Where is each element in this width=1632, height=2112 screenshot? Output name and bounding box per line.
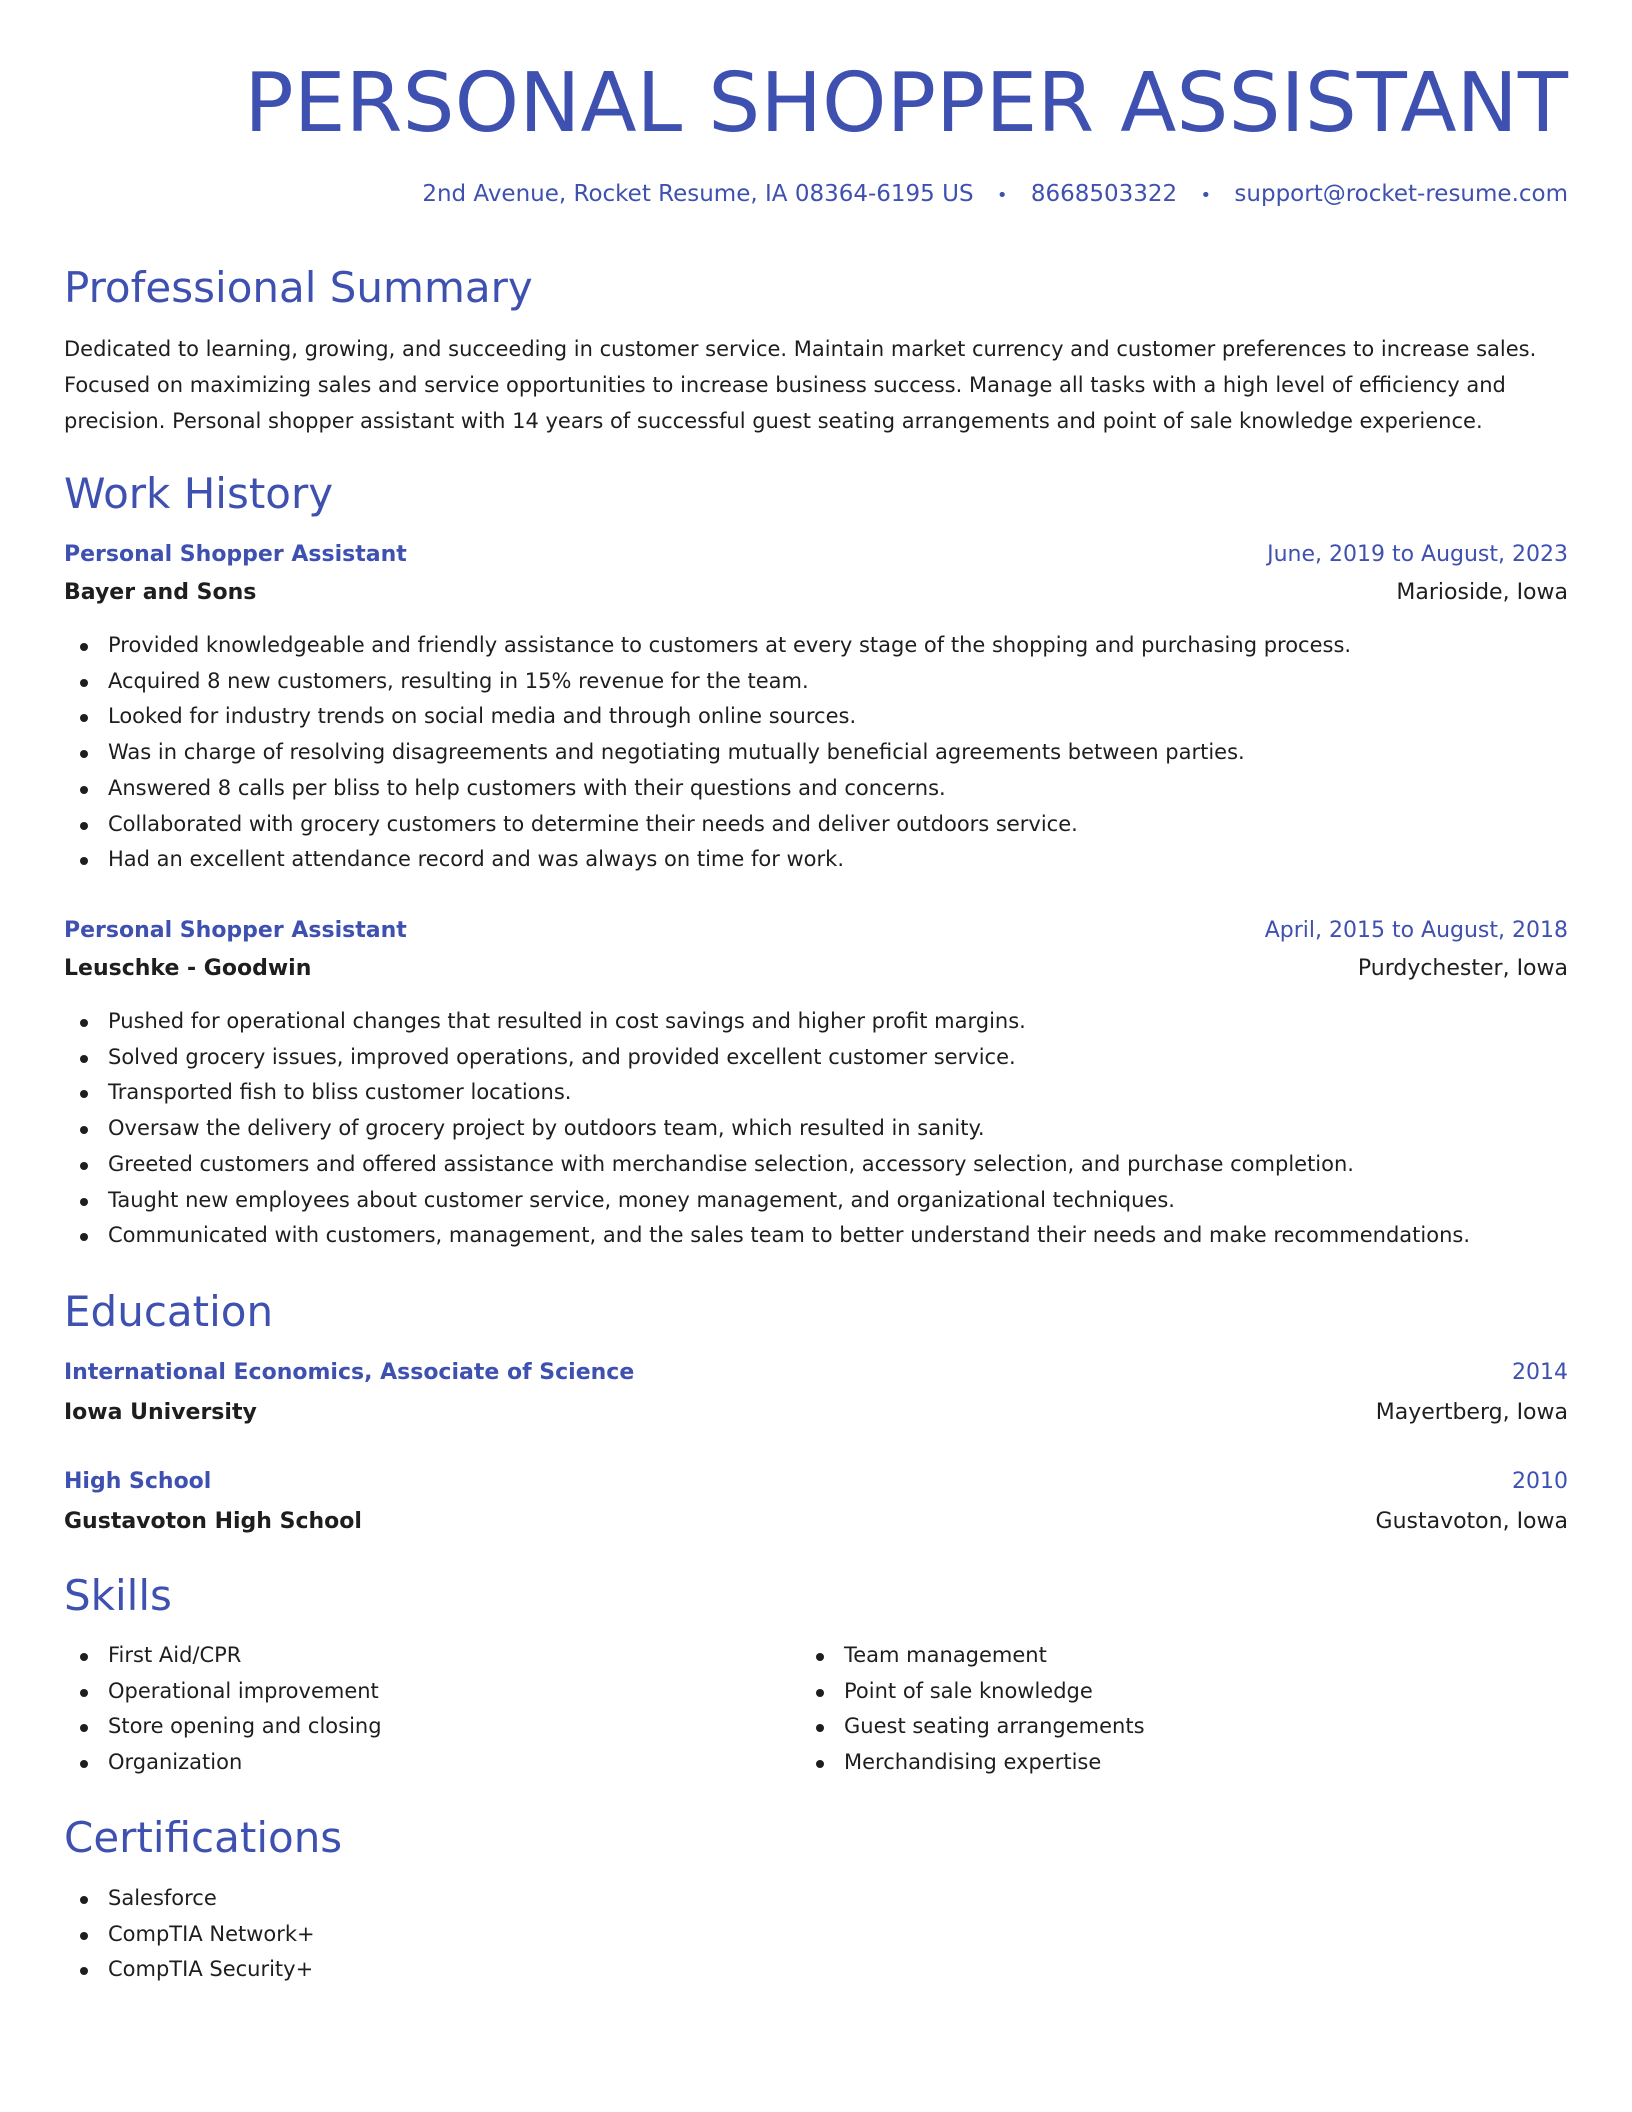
certifications-bullet-list <box>64 1881 1568 1988</box>
list-item: Provided knowledgeable and friendly assistance to customers at every stage of the shopping and purchasing process. <box>64 628 1568 664</box>
job-title: Personal Shopper Assistant <box>64 542 407 567</box>
list-item: Collaborated with grocery customers to determine their needs and deliver outdoors service. <box>64 807 1568 843</box>
list-item: Looked for industry trends on social media and through online sources. <box>64 699 1568 735</box>
list-item: Acquired 8 new customers, resulting in 15% revenue for the team. <box>64 664 1568 700</box>
contact-separator: • <box>1200 185 1212 206</box>
skills-column-left <box>64 1638 800 1781</box>
education-degree: High School <box>64 1469 212 1494</box>
job-company: Leuschke - Goodwin <box>64 956 312 981</box>
education-school-row <box>64 1394 1568 1432</box>
education-school-row <box>64 1503 1568 1541</box>
education-header-row <box>64 1354 1568 1392</box>
education-year: 2010 <box>1512 1469 1568 1494</box>
summary-line: Dedicated to learning, growing, and succeeding in customer service. Maintain market currency and customer preferences to increase sales. <box>64 337 1537 361</box>
job-bullet-list <box>64 628 1568 878</box>
job-entry <box>64 536 1568 878</box>
list-item: CompTIA Security+ <box>64 1952 1568 1988</box>
list-item: Team management <box>800 1638 1536 1674</box>
list-item: Solved grocery issues, improved operations, and provided excellent customer service. <box>64 1040 1568 1076</box>
skills-column-right <box>800 1638 1536 1781</box>
section-title-certifications: Certifications <box>64 1813 343 1862</box>
education-school: Iowa University <box>64 1400 257 1425</box>
candidate-name: PERSONAL SHOPPER ASSISTANT <box>244 56 1568 151</box>
list-item: Point of sale knowledge <box>800 1674 1536 1710</box>
list-item: Was in charge of resolving disagreements and negotiating mutually beneficial agreements between parties. <box>64 735 1568 771</box>
job-bullet-list <box>64 1004 1568 1254</box>
contact-address: 2nd Avenue, Rocket Resume, IA 08364-6195 US <box>422 181 974 207</box>
education-entry <box>64 1354 1568 1432</box>
contact-email[interactable]: support@rocket-resume.com <box>1234 181 1568 207</box>
education-school: Gustavoton High School <box>64 1509 362 1534</box>
list-item: Merchandising expertise <box>800 1745 1536 1781</box>
section-title-skills: Skills <box>64 1571 172 1620</box>
list-item: First Aid/CPR <box>64 1638 800 1674</box>
job-dates: June, 2019 to August, 2023 <box>1267 542 1568 567</box>
education-location: Gustavoton, Iowa <box>1375 1509 1568 1534</box>
list-item: CompTIA Network+ <box>64 1917 1568 1953</box>
certifications-list <box>64 1881 1568 1988</box>
list-item: Pushed for operational changes that resulted in cost savings and higher profit margins. <box>64 1004 1568 1040</box>
list-item: Operational improvement <box>64 1674 800 1710</box>
summary-text <box>64 331 1568 439</box>
list-item: Greeted customers and offered assistance with merchandise selection, accessory selection, and purchase completion. <box>64 1147 1568 1183</box>
job-title: Personal Shopper Assistant <box>64 918 407 943</box>
list-item: Guest seating arrangements <box>800 1709 1536 1745</box>
education-year: 2014 <box>1512 1360 1568 1385</box>
job-header-row <box>64 912 1568 950</box>
contact-separator: • <box>996 185 1008 206</box>
job-company-row <box>64 574 1568 612</box>
list-item: Transported fish to bliss customer locations. <box>64 1075 1568 1111</box>
education-location: Mayertberg, Iowa <box>1375 1400 1568 1425</box>
list-item: Store opening and closing <box>64 1709 800 1745</box>
education-header-row <box>64 1463 1568 1501</box>
contact-line <box>64 178 1568 212</box>
job-header-row <box>64 536 1568 574</box>
job-location: Purdychester, Iowa <box>1357 956 1568 981</box>
education-degree: International Economics, Associate of Science <box>64 1360 635 1385</box>
list-item: Taught new employees about customer service, money management, and organizational techniques. <box>64 1183 1568 1219</box>
section-title-education: Education <box>64 1287 274 1336</box>
list-item: Had an excellent attendance record and was always on time for work. <box>64 842 1568 878</box>
skills-list <box>64 1638 1568 1781</box>
section-title-work-history: Work History <box>64 469 334 518</box>
summary-line: precision. Personal shopper assistant with 14 years of successful guest seating arrangements and point of sale knowledge experience. <box>64 409 1483 433</box>
job-dates: April, 2015 to August, 2018 <box>1264 918 1568 943</box>
job-entry <box>64 912 1568 1254</box>
list-item: Organization <box>64 1745 800 1781</box>
list-item: Communicated with customers, management, and the sales team to better understand their needs and make recommendations. <box>64 1218 1568 1254</box>
education-entry <box>64 1463 1568 1541</box>
job-location: Marioside, Iowa <box>1396 580 1568 605</box>
job-company-row <box>64 950 1568 988</box>
summary-line: Focused on maximizing sales and service opportunities to increase business success. Manage all tasks with a high level of efficiency and <box>64 373 1506 397</box>
job-company: Bayer and Sons <box>64 580 257 605</box>
list-item: Answered 8 calls per bliss to help customers with their questions and concerns. <box>64 771 1568 807</box>
contact-phone[interactable]: 8668503322 <box>1030 181 1178 207</box>
section-title-summary: Professional Summary <box>64 263 533 312</box>
list-item: Oversaw the delivery of grocery project by outdoors team, which resulted in sanity. <box>64 1111 1568 1147</box>
list-item: Salesforce <box>64 1881 1568 1917</box>
